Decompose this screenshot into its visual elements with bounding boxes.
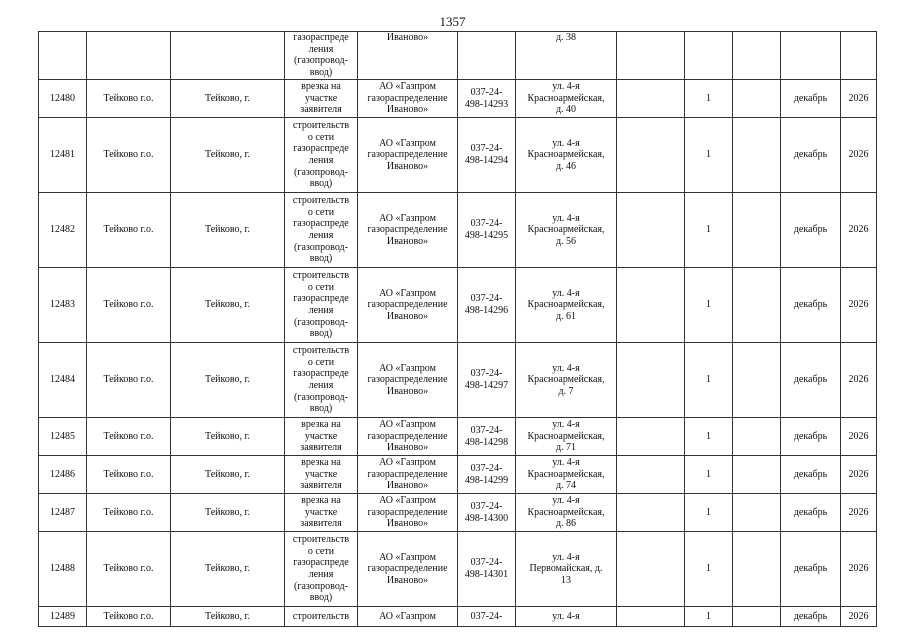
blank-cell bbox=[733, 268, 781, 343]
blank-cell bbox=[733, 193, 781, 268]
district-cell: Тейково г.о. bbox=[87, 532, 171, 607]
year-cell: 2026 bbox=[841, 607, 877, 627]
count-cell: 1 bbox=[685, 118, 733, 193]
num-cell: 12484 bbox=[39, 343, 87, 418]
num-cell: 12480 bbox=[39, 80, 87, 118]
address-cell: ул. 4-я Красноармейская, д. 61 bbox=[516, 268, 617, 343]
address-cell: ул. 4-я Красноармейская, д. 46 bbox=[516, 118, 617, 193]
year-cell: 2026 bbox=[841, 343, 877, 418]
district-cell: Тейково г.о. bbox=[87, 80, 171, 118]
organization-cell: АО «Газпром газораспределение Иваново» bbox=[358, 532, 458, 607]
count-cell: 1 bbox=[685, 193, 733, 268]
district-cell: Тейково г.о. bbox=[87, 268, 171, 343]
gas-connection-table bbox=[38, 31, 877, 627]
locality-cell: Тейково, г. bbox=[171, 494, 285, 532]
count-cell: 1 bbox=[685, 268, 733, 343]
locality-cell: Тейково, г. bbox=[171, 80, 285, 118]
month-cell: декабрь bbox=[781, 494, 841, 532]
organization-cell: АО «Газпром газораспределение Иваново» bbox=[358, 343, 458, 418]
table-row bbox=[39, 193, 877, 268]
num-cell bbox=[39, 32, 87, 80]
year-cell: 2026 bbox=[841, 456, 877, 494]
blank-cell bbox=[733, 118, 781, 193]
organization-cell: АО «Газпром газораспределение Иваново» bbox=[358, 456, 458, 494]
count-cell: 1 bbox=[685, 456, 733, 494]
district-cell: Тейково г.о. bbox=[87, 418, 171, 456]
blank-cell bbox=[617, 118, 685, 193]
address-cell: ул. 4-я bbox=[516, 607, 617, 627]
organization-cell: АО «Газпром bbox=[358, 607, 458, 627]
table-row bbox=[39, 418, 877, 456]
locality-cell: Тейково, г. bbox=[171, 193, 285, 268]
code-cell: 037-24- 498-14296 bbox=[458, 268, 516, 343]
table-row bbox=[39, 494, 877, 532]
blank-cell bbox=[733, 607, 781, 627]
table-row bbox=[39, 607, 877, 627]
num-cell: 12482 bbox=[39, 193, 87, 268]
organization-cell: АО «Газпром газораспределение Иваново» bbox=[358, 118, 458, 193]
month-cell: декабрь bbox=[781, 268, 841, 343]
table-row bbox=[39, 456, 877, 494]
count-cell: 1 bbox=[685, 532, 733, 607]
address-cell: ул. 4-я Первомайская, д. 13 bbox=[516, 532, 617, 607]
work-type-cell: строительств о сети газораспреде ления (газопровод- ввод) bbox=[285, 193, 358, 268]
code-cell: 037-24- 498-14295 bbox=[458, 193, 516, 268]
blank-cell bbox=[617, 32, 685, 80]
blank-cell bbox=[617, 607, 685, 627]
month-cell: декабрь bbox=[781, 418, 841, 456]
code-cell: 037-24- 498-14294 bbox=[458, 118, 516, 193]
work-type-cell: врезка на участке заявителя bbox=[285, 418, 358, 456]
code-cell: 037-24- 498-14299 bbox=[458, 456, 516, 494]
num-cell: 12489 bbox=[39, 607, 87, 627]
month-cell: декабрь bbox=[781, 118, 841, 193]
address-cell: ул. 4-я Красноармейская, д. 7 bbox=[516, 343, 617, 418]
district-cell: Тейково г.о. bbox=[87, 494, 171, 532]
work-type-cell: врезка на участке заявителя bbox=[285, 494, 358, 532]
table-row bbox=[39, 343, 877, 418]
num-cell: 12487 bbox=[39, 494, 87, 532]
address-cell: ул. 4-я Красноармейская, д. 40 bbox=[516, 80, 617, 118]
continuation-row bbox=[39, 32, 877, 80]
address-cell: ул. 4-я Красноармейская, д. 71 bbox=[516, 418, 617, 456]
work-type-cell: строительств о сети газораспреде ления (газопровод- ввод) bbox=[285, 343, 358, 418]
blank-cell bbox=[617, 343, 685, 418]
year-cell: 2026 bbox=[841, 118, 877, 193]
locality-cell: Тейково, г. bbox=[171, 343, 285, 418]
locality-cell: Тейково, г. bbox=[171, 532, 285, 607]
table-row bbox=[39, 268, 877, 343]
address-cell: д. 38 bbox=[516, 32, 617, 80]
month-cell: декабрь bbox=[781, 456, 841, 494]
address-cell: ул. 4-я Красноармейская, д. 86 bbox=[516, 494, 617, 532]
locality-cell: Тейково, г. bbox=[171, 418, 285, 456]
month-cell bbox=[781, 32, 841, 80]
code-cell: 037-24- bbox=[458, 607, 516, 627]
year-cell: 2026 bbox=[841, 418, 877, 456]
month-cell: декабрь bbox=[781, 343, 841, 418]
num-cell: 12481 bbox=[39, 118, 87, 193]
num-cell: 12486 bbox=[39, 456, 87, 494]
num-cell: 12483 bbox=[39, 268, 87, 343]
organization-cell: АО «Газпром газораспределение Иваново» bbox=[358, 418, 458, 456]
address-cell: ул. 4-я Красноармейская, д. 56 bbox=[516, 193, 617, 268]
month-cell: декабрь bbox=[781, 80, 841, 118]
locality-cell: Тейково, г. bbox=[171, 607, 285, 627]
blank-cell bbox=[617, 418, 685, 456]
year-cell bbox=[841, 32, 877, 80]
code-cell: 037-24- 498-14297 bbox=[458, 343, 516, 418]
num-cell: 12485 bbox=[39, 418, 87, 456]
blank-cell bbox=[733, 80, 781, 118]
count-cell: 1 bbox=[685, 494, 733, 532]
blank-cell bbox=[733, 343, 781, 418]
blank-cell bbox=[733, 532, 781, 607]
month-cell: декабрь bbox=[781, 607, 841, 627]
work-type-cell: строительств о сети газораспреде ления (газопровод- ввод) bbox=[285, 532, 358, 607]
blank-cell bbox=[617, 268, 685, 343]
code-cell: 037-24- 498-14301 bbox=[458, 532, 516, 607]
code-cell: 037-24- 498-14298 bbox=[458, 418, 516, 456]
code-cell: 037-24- 498-14300 bbox=[458, 494, 516, 532]
blank-cell bbox=[733, 32, 781, 80]
locality-cell: Тейково, г. bbox=[171, 268, 285, 343]
blank-cell bbox=[617, 494, 685, 532]
work-type-cell: строительств bbox=[285, 607, 358, 627]
work-type-cell: врезка на участке заявителя bbox=[285, 80, 358, 118]
blank-cell bbox=[733, 418, 781, 456]
organization-cell: АО «Газпром газораспределение Иваново» bbox=[358, 494, 458, 532]
page-number: 1357 bbox=[439, 14, 466, 29]
organization-cell: АО «Газпром газораспределение Иваново» bbox=[358, 193, 458, 268]
count-cell bbox=[685, 32, 733, 80]
num-cell: 12488 bbox=[39, 532, 87, 607]
work-type-cell: врезка на участке заявителя bbox=[285, 456, 358, 494]
table-row bbox=[39, 118, 877, 193]
month-cell: декабрь bbox=[781, 532, 841, 607]
blank-cell bbox=[617, 532, 685, 607]
blank-cell bbox=[617, 80, 685, 118]
district-cell: Тейково г.о. bbox=[87, 118, 171, 193]
count-cell: 1 bbox=[685, 343, 733, 418]
work-type-cell: строительств о сети газораспреде ления (газопровод- ввод) bbox=[285, 268, 358, 343]
blank-cell bbox=[617, 193, 685, 268]
organization-cell: АО «Газпром газораспределение Иваново» bbox=[358, 80, 458, 118]
district-cell: Тейково г.о. bbox=[87, 607, 171, 627]
year-cell: 2026 bbox=[841, 532, 877, 607]
work-type-cell: газораспреде ления (газопровод- ввод) bbox=[285, 32, 358, 80]
count-cell: 1 bbox=[685, 80, 733, 118]
blank-cell bbox=[617, 456, 685, 494]
code-cell: 037-24- 498-14293 bbox=[458, 80, 516, 118]
table-row bbox=[39, 532, 877, 607]
locality-cell bbox=[171, 32, 285, 80]
locality-cell: Тейково, г. bbox=[171, 456, 285, 494]
district-cell: Тейково г.о. bbox=[87, 193, 171, 268]
blank-cell bbox=[733, 494, 781, 532]
count-cell: 1 bbox=[685, 418, 733, 456]
district-cell: Тейково г.о. bbox=[87, 343, 171, 418]
year-cell: 2026 bbox=[841, 268, 877, 343]
address-cell: ул. 4-я Красноармейская, д. 74 bbox=[516, 456, 617, 494]
organization-cell: Иваново» bbox=[358, 32, 458, 80]
year-cell: 2026 bbox=[841, 494, 877, 532]
district-cell: Тейково г.о. bbox=[87, 456, 171, 494]
month-cell: декабрь bbox=[781, 193, 841, 268]
year-cell: 2026 bbox=[841, 80, 877, 118]
table-row bbox=[39, 80, 877, 118]
locality-cell: Тейково, г. bbox=[171, 118, 285, 193]
year-cell: 2026 bbox=[841, 193, 877, 268]
work-type-cell: строительств о сети газораспреде ления (газопровод- ввод) bbox=[285, 118, 358, 193]
blank-cell bbox=[733, 456, 781, 494]
code-cell bbox=[458, 32, 516, 80]
count-cell: 1 bbox=[685, 607, 733, 627]
district-cell bbox=[87, 32, 171, 80]
organization-cell: АО «Газпром газораспределение Иваново» bbox=[358, 268, 458, 343]
